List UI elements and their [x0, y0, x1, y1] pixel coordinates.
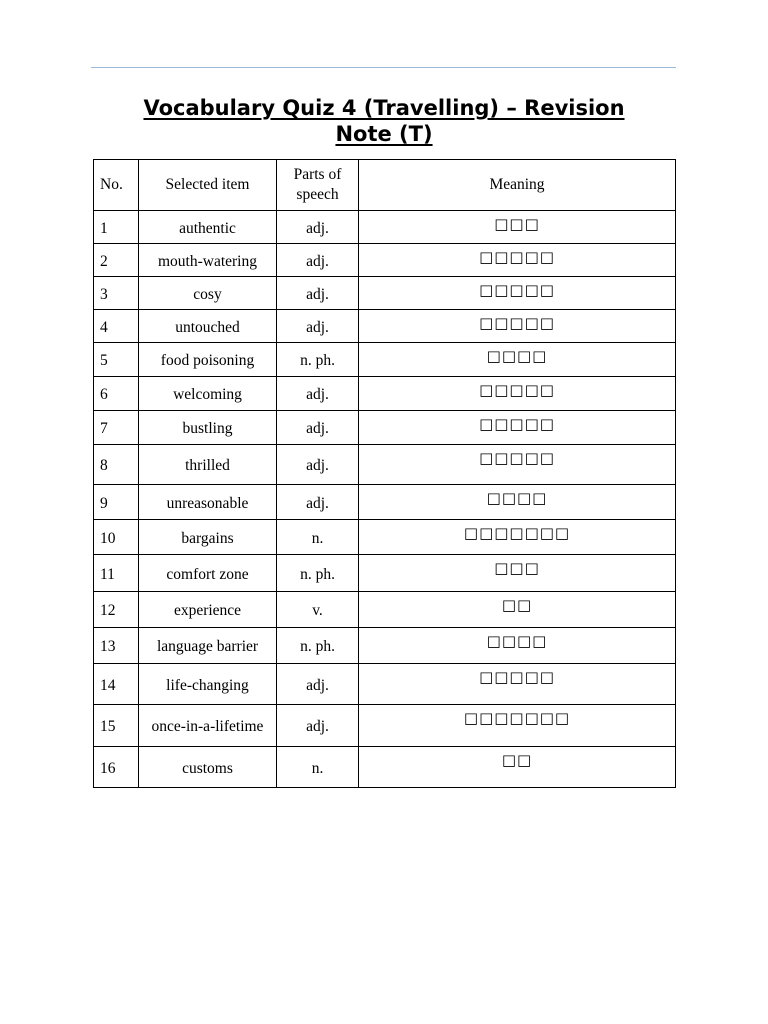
- table-row: [94, 705, 676, 747]
- row-meaning: □□□□: [359, 343, 676, 377]
- row-number: 14: [94, 664, 139, 705]
- row-meaning: □□□□□: [359, 377, 676, 411]
- header-meaning: Meaning: [359, 160, 676, 211]
- row-parts-of-speech: adj.: [277, 705, 359, 747]
- table-row: [94, 244, 676, 277]
- row-meaning: □□□: [359, 555, 676, 592]
- row-meaning: □□□□□: [359, 244, 676, 277]
- row-parts-of-speech: adj.: [277, 211, 359, 244]
- row-selected-item: bargains: [139, 520, 277, 555]
- table-header-row: [94, 160, 676, 211]
- table-row: [94, 592, 676, 628]
- row-meaning: □□: [359, 592, 676, 628]
- table-row: [94, 377, 676, 411]
- table-row: [94, 445, 676, 485]
- row-number: 12: [94, 592, 139, 628]
- row-selected-item: authentic: [139, 211, 277, 244]
- vocabulary-table: [93, 159, 676, 788]
- table-row: [94, 211, 676, 244]
- row-parts-of-speech: adj.: [277, 277, 359, 310]
- row-parts-of-speech: adj.: [277, 411, 359, 445]
- row-parts-of-speech: adj.: [277, 445, 359, 485]
- row-parts-of-speech: n.: [277, 747, 359, 788]
- row-selected-item: bustling: [139, 411, 277, 445]
- row-meaning: □□: [359, 747, 676, 788]
- row-selected-item: comfort zone: [139, 555, 277, 592]
- row-parts-of-speech: adj.: [277, 310, 359, 343]
- row-selected-item: language barrier: [139, 628, 277, 664]
- row-parts-of-speech: adj.: [277, 664, 359, 705]
- row-parts-of-speech: n. ph.: [277, 555, 359, 592]
- row-number: 6: [94, 377, 139, 411]
- row-selected-item: mouth-watering: [139, 244, 277, 277]
- header-selected-item: Selected item: [139, 160, 277, 211]
- row-meaning: □□□□□: [359, 664, 676, 705]
- page-title: [93, 95, 675, 147]
- row-meaning: □□□□: [359, 485, 676, 520]
- row-number: 4: [94, 310, 139, 343]
- row-parts-of-speech: v.: [277, 592, 359, 628]
- row-selected-item: cosy: [139, 277, 277, 310]
- row-meaning: □□□□: [359, 628, 676, 664]
- row-number: 16: [94, 747, 139, 788]
- row-parts-of-speech: adj.: [277, 377, 359, 411]
- row-number: 9: [94, 485, 139, 520]
- row-selected-item: once-in-a-lifetime: [139, 705, 277, 747]
- table-row: [94, 628, 676, 664]
- row-parts-of-speech: n. ph.: [277, 628, 359, 664]
- row-selected-item: unreasonable: [139, 485, 277, 520]
- row-number: 11: [94, 555, 139, 592]
- row-selected-item: food poisoning: [139, 343, 277, 377]
- title-line-2: Note (T): [335, 122, 433, 146]
- row-selected-item: untouched: [139, 310, 277, 343]
- row-selected-item: thrilled: [139, 445, 277, 485]
- row-number: 8: [94, 445, 139, 485]
- row-meaning: □□□□□□□: [359, 520, 676, 555]
- row-number: 13: [94, 628, 139, 664]
- table-row: [94, 343, 676, 377]
- row-meaning: □□□: [359, 211, 676, 244]
- row-meaning: □□□□□: [359, 411, 676, 445]
- row-parts-of-speech: adj.: [277, 244, 359, 277]
- table-row: [94, 747, 676, 788]
- title-line-1: Vocabulary Quiz 4 (Travelling) – Revision: [143, 96, 625, 120]
- row-number: 7: [94, 411, 139, 445]
- header-parts-of-speech: Parts of speech: [277, 160, 359, 211]
- row-parts-of-speech: n.: [277, 520, 359, 555]
- row-number: 5: [94, 343, 139, 377]
- table-row: [94, 664, 676, 705]
- row-number: 1: [94, 211, 139, 244]
- table-row: [94, 277, 676, 310]
- row-selected-item: life-changing: [139, 664, 277, 705]
- row-number: 10: [94, 520, 139, 555]
- row-number: 2: [94, 244, 139, 277]
- table-body: [94, 211, 676, 788]
- row-selected-item: experience: [139, 592, 277, 628]
- row-selected-item: customs: [139, 747, 277, 788]
- row-meaning: □□□□□: [359, 310, 676, 343]
- row-parts-of-speech: adj.: [277, 485, 359, 520]
- row-parts-of-speech: n. ph.: [277, 343, 359, 377]
- header-no: No.: [94, 160, 139, 211]
- row-meaning: □□□□□: [359, 277, 676, 310]
- table-row: [94, 555, 676, 592]
- row-number: 15: [94, 705, 139, 747]
- table-row: [94, 485, 676, 520]
- row-meaning: □□□□□□□: [359, 705, 676, 747]
- row-meaning: □□□□□: [359, 445, 676, 485]
- row-selected-item: welcoming: [139, 377, 277, 411]
- table-row: [94, 310, 676, 343]
- table-row: [94, 520, 676, 555]
- table-row: [94, 411, 676, 445]
- page-header-rule: [91, 67, 676, 68]
- row-number: 3: [94, 277, 139, 310]
